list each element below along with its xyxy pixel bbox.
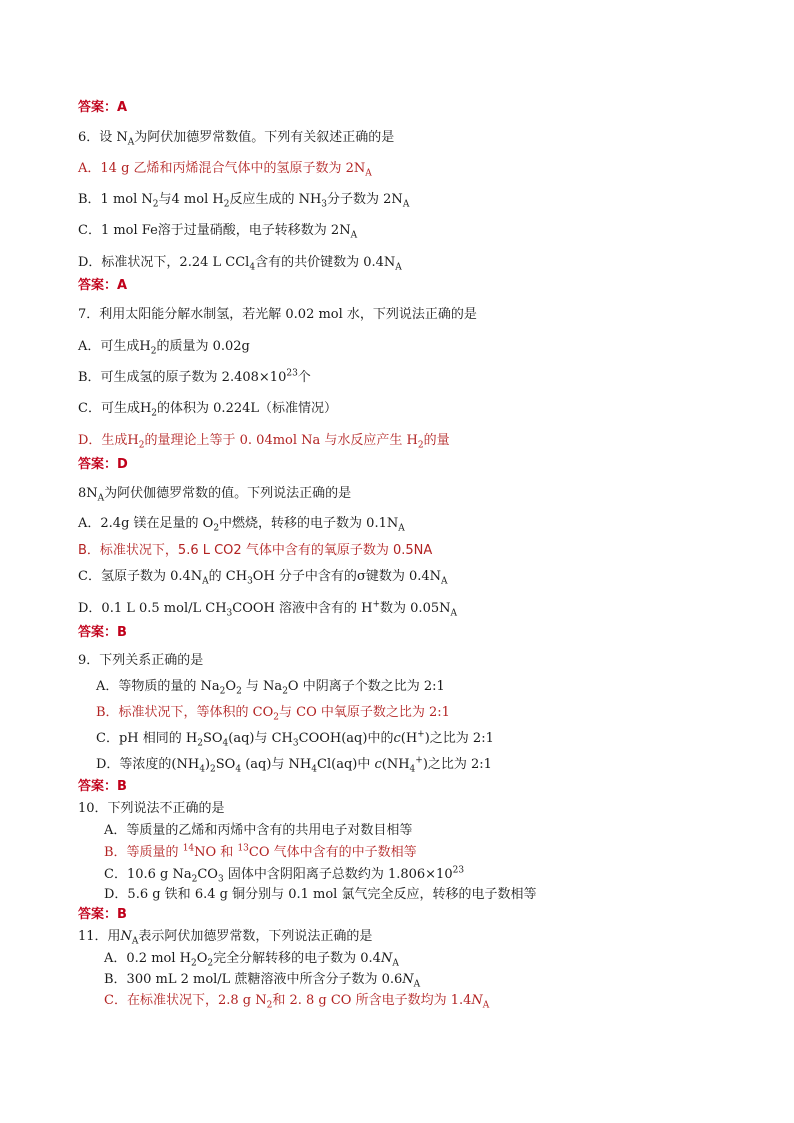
question-6-option-a: A．14 g 乙烯和丙烯混合气体中的氢原子数为 $2N_A$ bbox=[78, 161, 372, 179]
question-7-option-d: D．生成$H_2$的量理论上等于 0. 04mol Na 与水反应产生 $H_2$的量 bbox=[78, 433, 450, 451]
question-9-option-c: C．pH 相同的 $H_2SO_4(aq)$与 $CH_3COOH(aq)$中的c(H+)之比为 2:1 bbox=[96, 729, 494, 749]
answer-line bbox=[78, 99, 127, 117]
question-8-stem: $8N_A$为阿伏伽德罗常数的值。下列说法正确的是 bbox=[78, 486, 352, 504]
question-10-option-a: A．等质量的乙烯和丙烯中含有的共用电子对数目相等 bbox=[104, 823, 413, 838]
question-6-answer: 答案：A bbox=[78, 278, 128, 293]
question-8-answer: 答案：B bbox=[78, 625, 127, 640]
question-7-option-c: C．可生成$H_2$的体积为 0.224L（标准情况） bbox=[78, 401, 338, 419]
question-9-answer: 答案：B bbox=[78, 779, 127, 794]
question-11-stem: 11．用$N_A$表示阿伏加德罗常数，下列说法正确的是 bbox=[78, 929, 373, 947]
question-8-option-d: D．0.1 L 0.5 mol/L $CH_3COOH$ 溶液中含有的 H+数为 $0.05N_A$ bbox=[78, 599, 457, 619]
question-6-option-b: B．1 mol $N_2$与4 mol $H_2$反应生成的 $NH_3$分子数为 $2N_A$ bbox=[78, 192, 410, 210]
question-10-stem: 10．下列说法不正确的是 bbox=[78, 801, 225, 816]
answer-value: A bbox=[117, 100, 128, 115]
question-11-option-b: B．300 mL 2 mol/L 蔗糖溶液中所含分子数为 $0.6N_A$ bbox=[104, 972, 421, 990]
question-10-option-b: B．等质量的 $^{14}$NO 和 $^{13}$CO 气体中含有的中子数相等 bbox=[104, 843, 417, 860]
question-6-option-c: C．1 mol Fe溶于过量硝酸，电子转移数为 $2N_A$ bbox=[78, 223, 358, 241]
question-6-option-d: D．标准状况下，2.24 L CCl$_4$含有的共价键数为 $0.4N_A$ bbox=[78, 255, 402, 273]
question-9-stem: 9．下列关系正确的是 bbox=[78, 653, 204, 668]
question-11-option-c: C．在标准状况下，2.8 g $N_2$和 2. 8 g CO 所含电子数均为 $1.4N_A$ bbox=[104, 993, 490, 1011]
question-8-option-c: C．氢原子数为 $0.4N_A$的 $CH_3OH$ 分子中含有的σ键数为 $0.4N_A$ bbox=[78, 569, 448, 587]
question-7-option-a: A．可生成$H_2$的质量为 0.02g bbox=[78, 339, 250, 357]
question-8-option-a: A．2.4g 镁在足量的 $O_2$中燃烧，转移的电子数为 $0.1N_A$ bbox=[78, 516, 405, 534]
question-10-option-d: D．5.6 g 铁和 6.4 g 铜分别与 0.1 mol 氯气完全反应，转移的电子数相等 bbox=[104, 887, 537, 902]
question-7-answer: 答案：D bbox=[78, 457, 128, 472]
question-10-option-c: C．10.6 g $Na_2CO_3$ 固体中含阴阳离子总数约为 $1.806\times 10^{23}$ bbox=[104, 865, 465, 885]
question-6-stem: 6．设 $N_A$为阿伏加德罗常数值。下列有关叙述正确的是 bbox=[78, 130, 395, 148]
question-11-option-a: A．0.2 mol $H_2O_2$完全分解转移的电子数为 $0.4N_A$ bbox=[104, 951, 399, 969]
question-9-option-d: D．等浓度的$(NH_4)_2SO_4$ (aq)与 $NH_4Cl(aq)$中 $c(NH_4^+)$之比为 2:1 bbox=[96, 755, 492, 775]
question-7-stem: 7．利用太阳能分解水制氢，若光解 0.02 mol 水，下列说法正确的是 bbox=[78, 307, 477, 322]
question-8-option-b: B．标准状况下，5.6 L CO2 气体中含有的氧原子数为 0.5NA bbox=[78, 543, 433, 558]
question-10-answer: 答案：B bbox=[78, 907, 127, 922]
answer-label: 答案： bbox=[78, 100, 118, 115]
question-9-option-b: B．标准状况下，等体积的 $CO_2$与 CO 中氧原子数之比为 2:1 bbox=[96, 705, 450, 723]
question-7-option-b: B．可生成氢的原子数为 $2.408\times 10^{23}$个 bbox=[78, 368, 311, 385]
question-9-option-a: A．等物质的量的 $Na_2O_2$ 与 $Na_2O$ 中阴离子个数之比为 2:1 bbox=[96, 679, 445, 697]
